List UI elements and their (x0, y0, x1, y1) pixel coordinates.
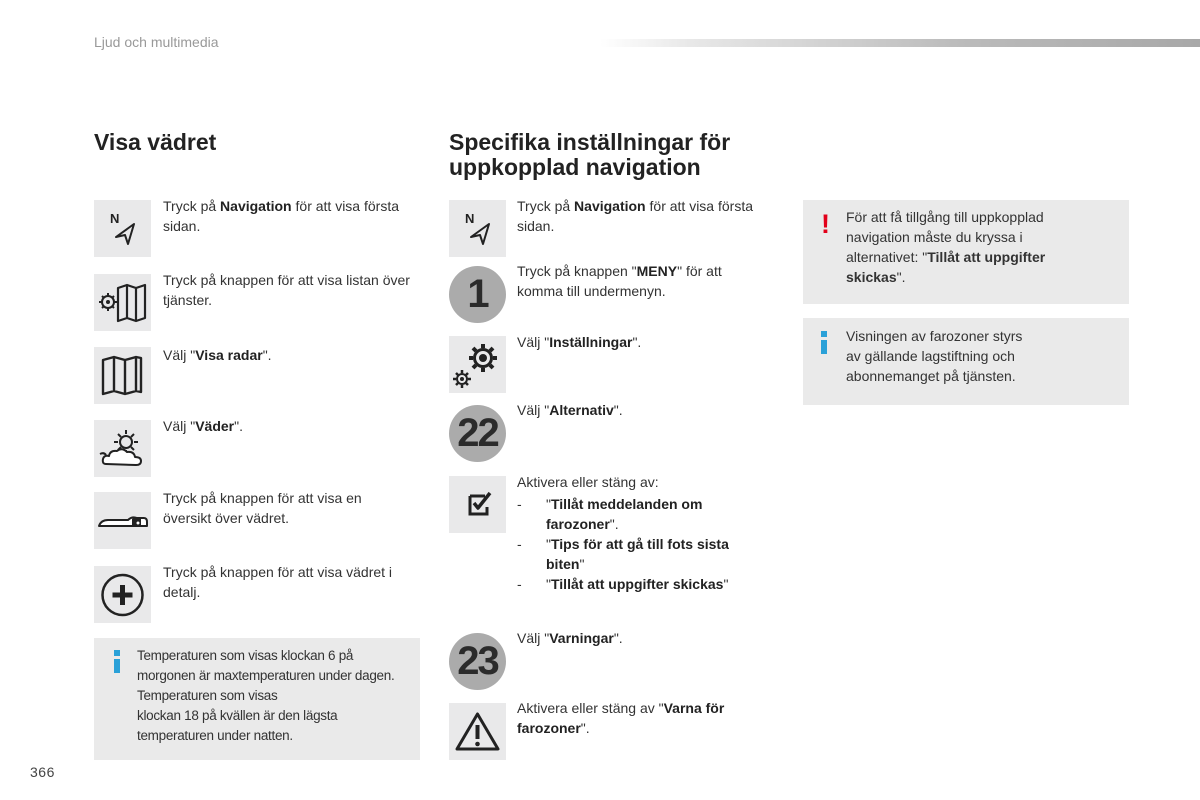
emphasis-text: Tillåt att uppgifter skickas (550, 576, 724, 592)
checkbox-icon (449, 476, 506, 533)
left-step-5-text: Tryck på knappen för att visa en översikt över vädret. (163, 490, 362, 526)
middle-step-6-text: Välj "Varningar". (517, 630, 623, 646)
navigation-icon (449, 200, 506, 257)
middle-step-3-text: Välj "Inställningar". (517, 334, 642, 350)
middle-step-4-text: Välj "Alternativ". (517, 402, 623, 418)
emphasis-text: Inställningar (549, 334, 633, 350)
left-info-note (94, 638, 420, 760)
left-title: Visa vädret (94, 129, 217, 155)
left-info-text (137, 646, 417, 746)
warning-icon (449, 703, 506, 760)
emphasis-text: Väder (195, 418, 235, 434)
emphasis-text: Tillåt meddelanden om farozoner (546, 496, 703, 532)
option-text: "Tillåt att uppgifter skickas" (546, 576, 729, 592)
weather-icon (94, 420, 151, 477)
left-step-3-text: Välj "Visa radar". (163, 347, 272, 363)
emphasis-text: Alternativ (549, 402, 614, 418)
page-number: 366 (30, 764, 55, 780)
right-info-note (803, 318, 1129, 405)
header-bar (600, 39, 1200, 47)
middle-title-line: uppkopplad navigation (449, 154, 701, 180)
left-step-2-text: Tryck på knappen för att visa listan över tjänster. (163, 272, 410, 308)
emphasis-text: Visa radar (195, 347, 263, 363)
emphasis-text: Varna för farozoner (517, 700, 725, 736)
middle-step-7-text: Aktivera eller stäng av "Varna för farozoner". (517, 700, 725, 736)
option-item: - "Tillåt att uppgifter skickas" (517, 576, 729, 592)
svg-text:N: N (465, 211, 475, 226)
emphasis-text: Varningar (549, 630, 614, 646)
step-number-badge: 1 (449, 266, 506, 323)
left-info-line: Temperaturen som visas klockan 6 på (137, 648, 354, 663)
step-number-badge: 22 (449, 405, 506, 462)
middle-step-1-text: Tryck på Navigation för att visa första sidan. (517, 198, 753, 234)
emphasis-text: Tips för att gå till fots sista biten (546, 536, 729, 572)
left-step-6-text: Tryck på knappen för att visa vädret i detalj. (163, 564, 393, 600)
option-list (517, 494, 762, 594)
left-info-line: temperaturen under natten. (137, 728, 293, 743)
middle-step-2-text: Tryck på knappen "MENY" för att komma till undermenyn. (517, 263, 722, 299)
left-info-line: morgonen är maxtemperaturen under dagen. (137, 668, 395, 683)
warning-note-text: För att få tillgång till uppkopplad navigation måste du kryssa i alternativet: "Tillåt att uppgifter skickas". (846, 209, 1046, 285)
right-info-line: Visningen av farozoner styrs (846, 328, 1023, 344)
left-step-4-text: Välj "Väder". (163, 418, 243, 434)
right-info-line: abonnemanget på tjänsten. (846, 368, 1016, 384)
section-header: Ljud och multimedia (94, 34, 219, 50)
option-text: "Tillåt meddelanden om farozoner". (546, 496, 703, 532)
emphasis-text: MENY (636, 263, 678, 279)
plus-icon (94, 566, 151, 623)
middle-step-5-text: Aktivera eller stäng av: (517, 474, 659, 490)
left-info-line: Temperaturen som visas (137, 688, 278, 703)
option-item: - "Tips för att gå till fots sista biten" (517, 536, 729, 572)
warning-note (803, 200, 1129, 304)
step-number-badge: 23 (449, 633, 506, 690)
right-info-line: av gällande lagstiftning och (846, 348, 1015, 364)
emphasis-text: Navigation (574, 198, 646, 214)
emphasis-text: Tillåt att uppgifter skickas (846, 249, 1046, 285)
option-text: "Tips för att gå till fots sista biten" (546, 536, 729, 572)
emphasis-text: Navigation (220, 198, 292, 214)
left-step-1-text: Tryck på Navigation för att visa första sidan. (163, 198, 399, 234)
middle-step-5 (517, 472, 762, 594)
svg-text:N: N (110, 211, 120, 226)
weather-overview-icon (94, 492, 151, 549)
left-info-line: klockan 18 på kvällen är den lägsta (137, 708, 338, 723)
right-info-text (846, 326, 1106, 386)
option-item: - "Tillåt meddelanden om farozoner". (517, 496, 703, 532)
middle-title-line: Specifika inställningar för (449, 129, 731, 155)
service-list-icon (94, 274, 151, 331)
middle-title (449, 130, 730, 180)
navigation-icon (94, 200, 151, 257)
settings-icon (449, 336, 506, 393)
map-icon (94, 347, 151, 404)
warning-exclamation-icon: ! (821, 209, 830, 239)
